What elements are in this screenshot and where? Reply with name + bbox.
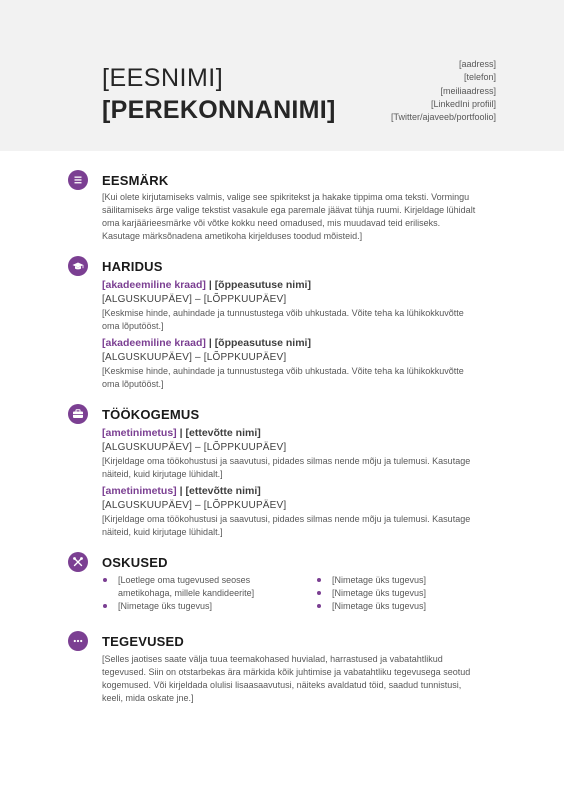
bullet-icon (317, 591, 321, 595)
description-line: näiteid, kuid kirjutage lühidalt.] (102, 527, 223, 537)
bullet-icon (317, 604, 321, 608)
activities-line: kogemused. Või kirjeldada olulisi lisaasaavutusi, näiteks avaldatud töid, saadud tunnistusi, (102, 680, 462, 690)
contact-website[interactable]: [Twitter/ajaveeb/portfoolio] (390, 112, 496, 123)
education-entry-heading[interactable] (102, 337, 311, 349)
bullet-icon (103, 604, 107, 608)
skill-item[interactable] (316, 600, 502, 613)
skill-item[interactable] (102, 574, 302, 600)
skills-list (102, 574, 502, 624)
description-line: [Keskmise hinde, auhindade ja tunnustustega võib uhkustada. Võite teha ka lühikokkuvõtte (102, 366, 464, 376)
description-line: oma lõputööst.] (102, 379, 164, 389)
skills-column-right (316, 574, 502, 613)
skill-text: [Nimetage üks tugevus] (332, 575, 427, 585)
objective-line: oma karjäärieesmärke või võtke kokku need omadused, mis muudavad teid eriliseks. (102, 218, 441, 228)
contact-linkedin[interactable]: [LinkedIni profiil] (430, 98, 496, 109)
briefcase-icon (68, 404, 88, 424)
resume-header (0, 0, 564, 151)
description-line: oma lõputööst.] (102, 321, 164, 331)
bullet-icon (317, 578, 321, 582)
company-name: [ettevõtte nimi] (185, 485, 261, 497)
experience-dates[interactable]: [ALGUSKUUPÄEV] – [LÕPPKUUPÄEV] (102, 442, 287, 453)
last-name[interactable]: [PEREKONNANIMI] (102, 96, 336, 124)
separator: | (179, 427, 183, 439)
experience-title: TÖÖKOGEMUS (102, 407, 200, 422)
skill-item[interactable] (102, 600, 302, 613)
graduation-cap-icon (68, 256, 88, 276)
degree: [akadeemiline kraad] (102, 279, 206, 291)
education-title: HARIDUS (102, 259, 163, 274)
contact-email[interactable]: [meiliaadress] (440, 85, 496, 96)
description-line: [Kirjeldage oma töökohustusi ja saavutusi, pidades silmas nende mõju ja tulemusi. Kasutage (102, 514, 471, 524)
objective-line: Kasutage märksõnadena ametikoha kirjelduses toodud mõisteid.] (102, 231, 363, 241)
degree: [akadeemiline kraad] (102, 337, 206, 349)
skills-title: OSKUSED (102, 555, 168, 570)
skill-text: [Nimetage üks tugevus] (118, 601, 213, 611)
objective-line: [Kui olete kirjutamiseks valmis, valige see spikritekst ja hakake tippima oma teksti. Vormingu (102, 192, 470, 202)
more-dots-icon (68, 631, 88, 651)
education-description[interactable] (102, 307, 497, 333)
contact-info (391, 58, 496, 124)
job-title: [ametinimetus] (102, 427, 177, 439)
education-dates[interactable]: [ALGUSKUUPÄEV] – [LÕPPKUUPÄEV] (102, 294, 287, 305)
separator: | (208, 279, 212, 291)
education-entry-heading[interactable] (102, 279, 311, 291)
experience-description[interactable] (102, 455, 497, 481)
tools-icon (68, 552, 88, 572)
education-dates[interactable]: [ALGUSKUUPÄEV] – [LÕPPKUUPÄEV] (102, 352, 287, 363)
experience-entry-heading[interactable] (102, 485, 261, 497)
list-icon (68, 170, 88, 190)
skill-text: ametikohaga, millele kandideerite] (118, 588, 255, 598)
job-title: [ametinimetus] (102, 485, 177, 497)
experience-entry-heading[interactable] (102, 427, 261, 439)
education-description[interactable] (102, 365, 497, 391)
objective-line: säilitamiseks ärge valige tekstist vasakule ega paremale jäävat tühja ruumi. Kirjeldage lühidalt (102, 205, 476, 215)
bullet-icon (103, 578, 107, 582)
objective-title: EESMÄRK (102, 173, 169, 188)
separator: | (179, 485, 183, 497)
company-name: [ettevõtte nimi] (185, 427, 261, 439)
skill-item[interactable] (316, 574, 502, 587)
activities-title: TEGEVUSED (102, 634, 184, 649)
description-line: [Kirjeldage oma töökohustusi ja saavutusi, pidades silmas nende mõju ja tulemusi. Kasutage (102, 456, 471, 466)
skills-column-left (102, 574, 302, 613)
skill-text: [Nimetage üks tugevus] (332, 601, 427, 611)
school-name: [õppeasutuse nimi] (214, 337, 311, 349)
description-line: [Keskmise hinde, auhindade ja tunnustustega võib uhkustada. Võite teha ka lühikokkuvõtte (102, 308, 464, 318)
objective-text[interactable] (102, 191, 497, 243)
skill-text: [Nimetage üks tugevus] (332, 588, 427, 598)
skill-text: [Loetlege oma tugevused seoses (118, 575, 251, 585)
activities-line: [Selles jaotises saate välja tuua teemakohased huvialad, harrastused ja vabatahtlikud (102, 654, 443, 664)
activities-text[interactable] (102, 653, 497, 705)
experience-dates[interactable]: [ALGUSKUUPÄEV] – [LÕPPKUUPÄEV] (102, 500, 287, 511)
skill-item[interactable] (316, 587, 502, 600)
contact-address[interactable]: [aadress] (458, 59, 496, 69)
activities-line: keeli, mida oskate jne.] (102, 693, 194, 703)
separator: | (208, 337, 212, 349)
contact-phone[interactable]: [telefon] (463, 72, 496, 83)
description-line: näiteid, kuid kirjutage lühidalt.] (102, 469, 223, 479)
experience-description[interactable] (102, 513, 497, 539)
school-name: [õppeasutuse nimi] (214, 279, 311, 291)
activities-line: tegevused. Siin on otstarbekas ära märkida kõik juhtimise ja vabatahtliku tegevusega seotud (102, 667, 471, 677)
first-name[interactable]: [EESNIMI] (102, 64, 224, 92)
